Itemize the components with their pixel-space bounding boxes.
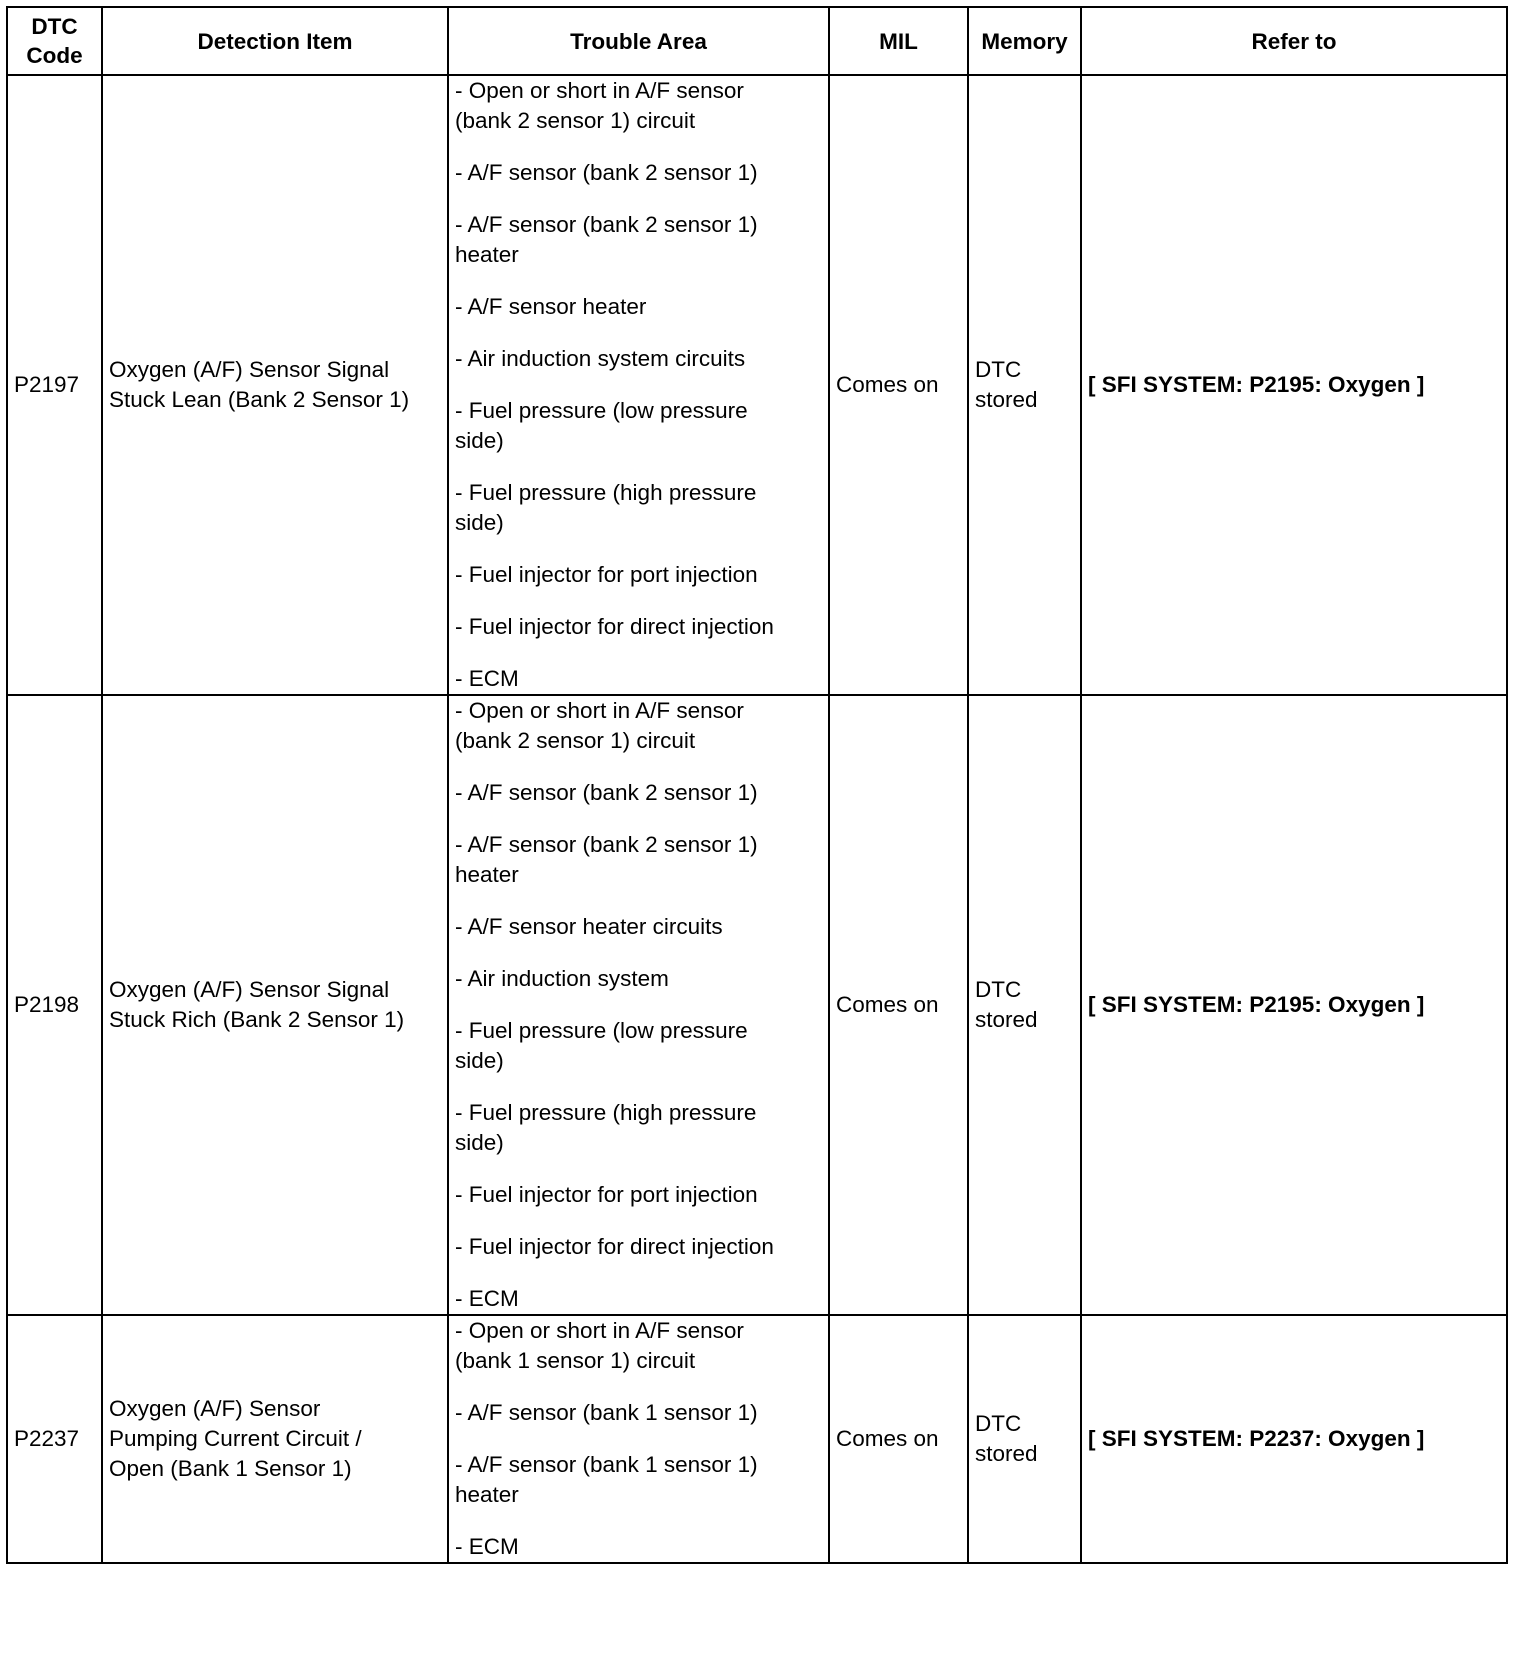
trouble-area-line: (bank 2 sensor 1) circuit xyxy=(455,108,696,133)
detection-item-cell xyxy=(102,1315,448,1563)
detection-item-cell xyxy=(102,75,448,695)
trouble-area-line: - Fuel pressure (high pressure xyxy=(455,1100,757,1125)
header-refer-to: Refer to xyxy=(1081,7,1507,75)
table-row xyxy=(7,75,1507,695)
trouble-area-entry xyxy=(455,1450,822,1510)
dtc-table xyxy=(6,6,1508,1564)
trouble-area-line: (bank 1 sensor 1) circuit xyxy=(455,1348,696,1373)
trouble-area-entry xyxy=(455,1180,822,1210)
trouble-area-entry xyxy=(455,830,822,890)
dtc-code-cell: P2237 xyxy=(7,1315,102,1563)
memory-line: DTC xyxy=(975,357,1022,382)
trouble-area-entry xyxy=(455,1232,822,1262)
trouble-area-line: - Fuel injector for direct injection xyxy=(455,614,774,639)
detection-item-line: Pumping Current Circuit / xyxy=(109,1426,362,1451)
trouble-area-line: (bank 2 sensor 1) circuit xyxy=(455,728,696,753)
trouble-area-line: - Fuel injector for direct injection xyxy=(455,1234,774,1259)
header-trouble-area: Trouble Area xyxy=(448,7,829,75)
header-dtc-code: DTC Code xyxy=(7,7,102,75)
trouble-area-line: - Air induction system xyxy=(455,966,669,991)
detection-item-line: Open (Bank 1 Sensor 1) xyxy=(109,1456,352,1481)
trouble-area-entry xyxy=(455,344,822,374)
trouble-area-entry xyxy=(455,396,822,456)
refer-to-link[interactable]: [ SFI SYSTEM: P2195: Oxygen ] xyxy=(1081,695,1507,1315)
trouble-area-line: side) xyxy=(455,428,504,453)
trouble-area-entry xyxy=(455,210,822,270)
trouble-area-entry xyxy=(455,1532,822,1562)
trouble-area-entry xyxy=(455,1316,822,1376)
trouble-area-cell xyxy=(448,1315,829,1563)
memory-line: DTC xyxy=(975,1411,1022,1436)
trouble-area-entry xyxy=(455,560,822,590)
memory-line: stored xyxy=(975,1007,1038,1032)
detection-item-line: Oxygen (A/F) Sensor Signal xyxy=(109,977,390,1002)
trouble-area-entry xyxy=(455,778,822,808)
dtc-code-cell: P2197 xyxy=(7,75,102,695)
trouble-area-entry xyxy=(455,612,822,642)
trouble-area-entry xyxy=(455,1016,822,1076)
trouble-area-entry xyxy=(455,158,822,188)
trouble-area-entry xyxy=(455,1284,822,1314)
trouble-area-line: - Fuel injector for port injection xyxy=(455,1182,758,1207)
refer-to-link[interactable]: [ SFI SYSTEM: P2195: Oxygen ] xyxy=(1081,75,1507,695)
trouble-area-line: - ECM xyxy=(455,666,519,691)
trouble-area-line: - Fuel injector for port injection xyxy=(455,562,758,587)
table-row xyxy=(7,695,1507,1315)
trouble-area-line: side) xyxy=(455,510,504,535)
trouble-area-cell xyxy=(448,695,829,1315)
trouble-area-line: - A/F sensor (bank 2 sensor 1) xyxy=(455,212,758,237)
mil-cell: Comes on xyxy=(829,1315,968,1563)
memory-cell xyxy=(968,75,1081,695)
trouble-area-line: heater xyxy=(455,862,519,887)
mil-cell: Comes on xyxy=(829,695,968,1315)
trouble-area-line: - ECM xyxy=(455,1286,519,1311)
trouble-area-line: - Open or short in A/F sensor xyxy=(455,78,744,103)
detection-item-line: Oxygen (A/F) Sensor Signal xyxy=(109,357,390,382)
trouble-area-line: heater xyxy=(455,1482,519,1507)
refer-to-link[interactable]: [ SFI SYSTEM: P2237: Oxygen ] xyxy=(1081,1315,1507,1563)
trouble-area-line: - Fuel pressure (low pressure xyxy=(455,1018,748,1043)
trouble-area-line: - A/F sensor heater circuits xyxy=(455,914,723,939)
trouble-area-entry xyxy=(455,1398,822,1428)
table-body xyxy=(7,75,1507,1563)
trouble-area-line: - Open or short in A/F sensor xyxy=(455,1318,744,1343)
trouble-area-line: - Fuel pressure (high pressure xyxy=(455,480,757,505)
trouble-area-line: - A/F sensor (bank 1 sensor 1) xyxy=(455,1452,758,1477)
memory-line: stored xyxy=(975,1441,1038,1466)
trouble-area-line: - ECM xyxy=(455,1534,519,1559)
trouble-area-entry xyxy=(455,478,822,538)
dtc-code-cell: P2198 xyxy=(7,695,102,1315)
memory-line: stored xyxy=(975,387,1038,412)
trouble-area-line: - A/F sensor heater xyxy=(455,294,647,319)
trouble-area-cell xyxy=(448,75,829,695)
header-detection-item: Detection Item xyxy=(102,7,448,75)
trouble-area-entry xyxy=(455,964,822,994)
trouble-area-line: - A/F sensor (bank 2 sensor 1) xyxy=(455,780,758,805)
trouble-area-line: side) xyxy=(455,1130,504,1155)
detection-item-line: Oxygen (A/F) Sensor xyxy=(109,1396,321,1421)
trouble-area-line: - A/F sensor (bank 2 sensor 1) xyxy=(455,832,758,857)
header-mil: MIL xyxy=(829,7,968,75)
table-header-row xyxy=(7,7,1507,75)
trouble-area-line: - Fuel pressure (low pressure xyxy=(455,398,748,423)
trouble-area-line: heater xyxy=(455,242,519,267)
trouble-area-entry xyxy=(455,664,822,694)
trouble-area-line: - Air induction system circuits xyxy=(455,346,746,371)
memory-cell xyxy=(968,1315,1081,1563)
trouble-area-entry xyxy=(455,292,822,322)
header-memory: Memory xyxy=(968,7,1081,75)
detection-item-line: Stuck Rich (Bank 2 Sensor 1) xyxy=(109,1007,405,1032)
memory-cell xyxy=(968,695,1081,1315)
detection-item-cell xyxy=(102,695,448,1315)
trouble-area-entry xyxy=(455,696,822,756)
mil-cell: Comes on xyxy=(829,75,968,695)
trouble-area-line: - A/F sensor (bank 1 sensor 1) xyxy=(455,1400,758,1425)
detection-item-line: Stuck Lean (Bank 2 Sensor 1) xyxy=(109,387,410,412)
trouble-area-line: side) xyxy=(455,1048,504,1073)
table-row xyxy=(7,1315,1507,1563)
trouble-area-line: - Open or short in A/F sensor xyxy=(455,698,744,723)
trouble-area-entry xyxy=(455,1098,822,1158)
memory-line: DTC xyxy=(975,977,1022,1002)
trouble-area-entry xyxy=(455,76,822,136)
trouble-area-line: - A/F sensor (bank 2 sensor 1) xyxy=(455,160,758,185)
trouble-area-entry xyxy=(455,912,822,942)
